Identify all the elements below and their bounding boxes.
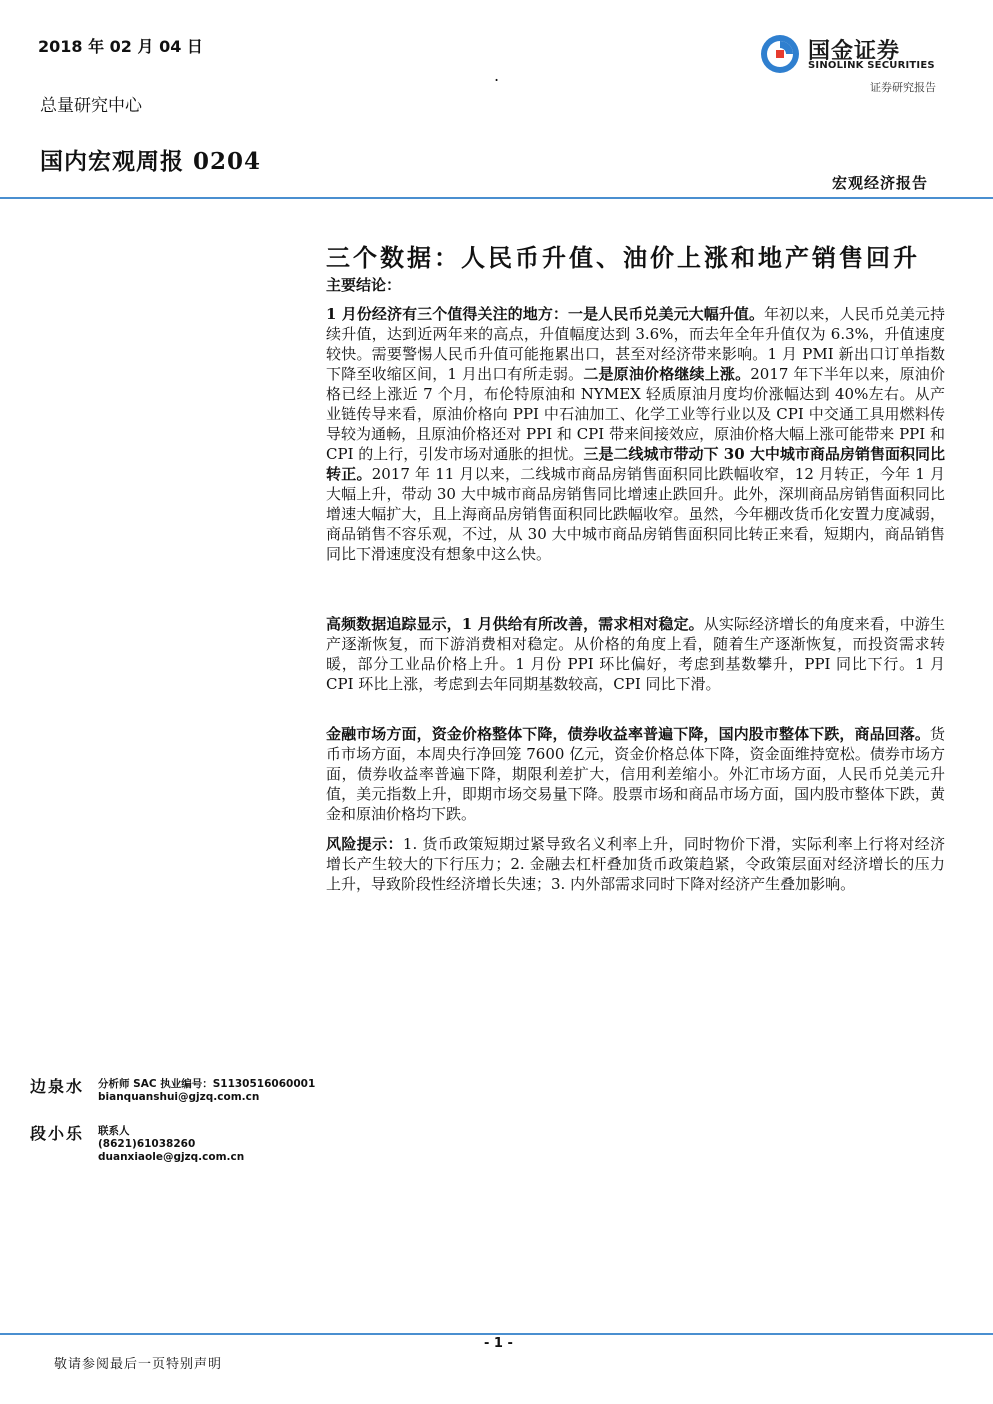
report-title: 国内宏观周报 0204 xyxy=(40,148,262,175)
page-number: - 1 - xyxy=(484,1336,513,1351)
p4-text-1: 1. 货币政策短期过紧导致名义利率上升，同时物价下滑，实际利率上行将对经济增长产生较大的下行压力；2. 金融去杠杆叠加货币政策趋紧，令政策层面对经济增长的压力上升，导致阶段性经济增长失速；3. 内外部需求同时下降对经济产生叠加影响。 xyxy=(326,835,945,893)
logo-chinese-name: 国金证券 xyxy=(808,39,901,64)
p3-bold-1: 金融市场方面，资金价格整体下降，债券收益率普遍下降，国内股市整体下跌，商品回落。 xyxy=(326,725,930,743)
conclusion-paragraph-3 xyxy=(326,724,945,824)
key-conclusions-label: 主要结论： xyxy=(326,276,402,294)
p1-text-3: 2017 年 11 月以来，二线城市商品房销售面积同比跌幅收窄，12 月转正，今年 1 月大幅上升，带动 30 大中城市商品房销售同比增速止跌回升。此外，深圳商品房销售面积同比增速大幅扩大，且上海商品房销售面积同比跌幅收窄。虽然，今年棚改货币化安置力度减弱，商品销售不容乐观，不过，从 30 大中城市商品房销售面积同比转正来看，短期内，商品销售同比下滑速度没有想象中这么快。 xyxy=(326,465,945,563)
report-date: 2018 年 02 月 04 日 xyxy=(38,37,203,56)
author-role: 联系人 xyxy=(98,1125,130,1137)
p1-text-1: 年初以来，人民币兑美元持续升值，达到近两年来的高点，升值幅度达到 3.6%，而去年全年升值仅为 6.3%，升值速度较快。需要警惕人民币升值可能拖累出口，甚至对经济带来影响。1 月 PMI 新出口订单指数下降至收缩区间，1 月出口有所走弱。 xyxy=(326,305,945,383)
disclaimer-text: 敬请参阅最后一页特别声明 xyxy=(54,1357,223,1372)
p1-bold-2: 二是原油价格继续上涨。 xyxy=(583,365,751,383)
report-type: 宏观经济报告 xyxy=(832,174,929,192)
p3-text-1: 货币市场方面，本周央行净回笼 7600 亿元，资金价格总体下降，资金面维持宽松。债券市场方面，债券收益率普遍下降，期限利差扩大，信用利差缩小。外汇市场方面，人民币兑美元升值，美元指数上升，即期市场交易量下降。股票市场和商品市场方面，国内股市整体下跌，黄金和原油价格均下跌。 xyxy=(326,725,945,823)
department-name: 总量研究中心 xyxy=(40,96,142,116)
p1-text-2: 2017 年下半年以来，原油价格已经上涨近 7 个月，布伦特原油和 NYMEX 轻质原油月度均价涨幅达到 40%左右。从产业链传导来看，原油价格向 PPI 中石油加工、化学工业等行业以及 CPI 中交通工具用燃料传导较为通畅，且原油价格还对 PPI 和 CPI 带来间接效应，原油价格大幅上涨可能带来 PPI 和 CPI 的上行，引发市场对通胀的担忧。 xyxy=(326,365,945,463)
risk-paragraph xyxy=(326,834,945,894)
p2-bold-1: 高频数据追踪显示，1 月供给有所改善，需求相对稳定。 xyxy=(326,615,704,633)
conclusion-paragraph-2 xyxy=(326,614,945,694)
author-email: duanxiaole@gjzq.com.cn xyxy=(98,1151,245,1163)
author-name: 边泉水 xyxy=(30,1077,85,1096)
logo-english-name: SINOLINK SECURITIES xyxy=(808,60,935,71)
author-email: bianquanshui@gjzq.com.cn xyxy=(98,1091,260,1103)
conclusion-paragraph-1 xyxy=(326,304,945,564)
p2-text-1: 从实际经济增长的角度来看，中游生产逐渐恢复，而下游消费相对稳定。从价格的角度上看，随着生产逐渐恢复，而投资需求转暖，部分工业品价格上升。1 月份 PPI 环比偏好，考虑到基数攀升，PPI 同比下行。1 月 CPI 环比上涨，考虑到去年同期基数较高，CPI 同比下滑。 xyxy=(326,615,945,693)
author-info xyxy=(98,1078,315,1104)
author-name: 段小乐 xyxy=(30,1124,85,1143)
header-divider xyxy=(0,197,993,199)
logo-mark-icon xyxy=(758,32,802,76)
p1-bold-1: 1 月份经济有三个值得关注的地方：一是人民币兑美元大幅升值。 xyxy=(326,305,765,323)
company-logo xyxy=(758,32,948,76)
headline: 三个数据：人民币升值、油价上涨和地产销售回升 xyxy=(326,243,920,272)
p1-bold-3: 三是二线城市带动下 30 大中城市商品房销售面积同比转正。 xyxy=(326,445,945,483)
author-phone: (8621)61038260 xyxy=(98,1138,196,1150)
logo-subtitle: 证券研究报告 xyxy=(870,81,936,94)
footer-divider xyxy=(0,1333,993,1335)
header-dot: . xyxy=(494,66,500,85)
author-info xyxy=(98,1125,244,1164)
p4-bold-1: 风险提示： xyxy=(326,835,403,853)
author-certificate: 分析师 SAC 执业编号：S1130516060001 xyxy=(98,1078,316,1090)
